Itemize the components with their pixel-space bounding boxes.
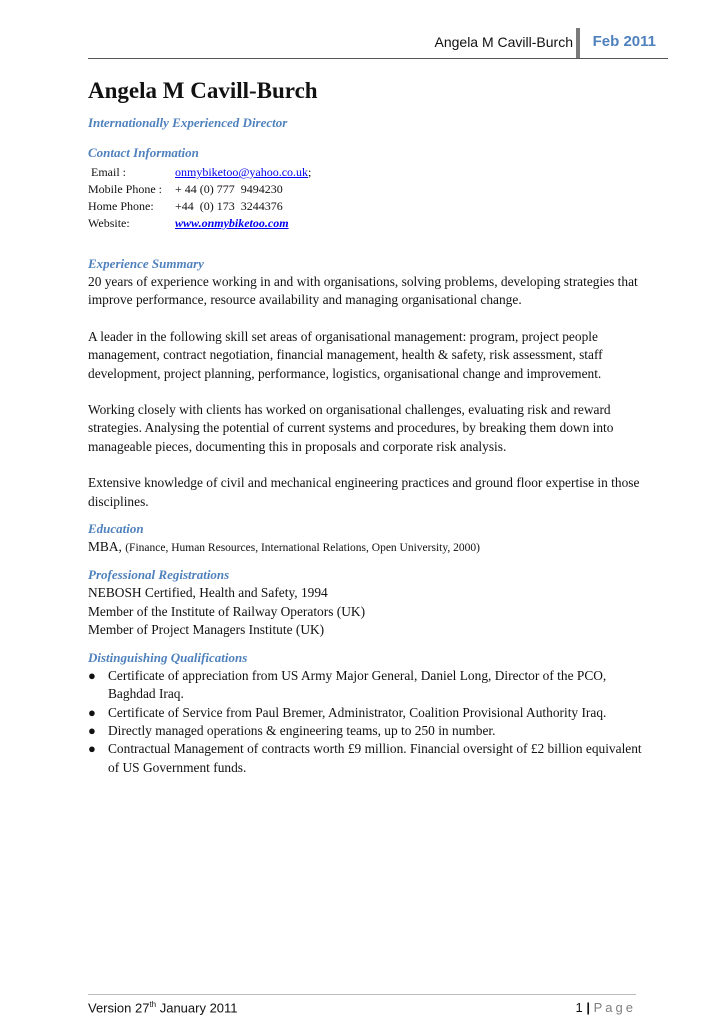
education-line <box>88 538 648 557</box>
registration-item: Member of the Institute of Railway Operators (UK) <box>88 603 366 619</box>
qualifications-list <box>88 667 648 777</box>
bullet-icon: ● <box>88 667 96 683</box>
header-date: Feb 2011 <box>592 33 656 50</box>
registrations-heading: Professional Registrations <box>88 567 230 583</box>
email-label: Email : <box>88 165 126 179</box>
page-header <box>88 28 668 59</box>
list-item <box>88 722 648 740</box>
contact-row-mobile <box>88 181 648 198</box>
qualifications-heading: Distinguishing Qualifications <box>88 649 248 665</box>
list-item <box>88 704 648 722</box>
qualification-text: Certificate of Service from Paul Bremer, Administrator, Coalition Provisional Authority Iraq. <box>108 704 607 720</box>
registration-item: Member of Project Managers Institute (UK) <box>88 622 325 638</box>
experience-paragraph-2: A leader in the following skill set areas of organisational management: program, project people management, contract negotiation, financial management, health & safety, risk assessment, staff development, project planning, performance, logistics, organisational change and improvement. <box>88 328 603 381</box>
education-degree: MBA, <box>88 539 126 555</box>
experience-paragraph-3: Working closely with clients has worked on organisational challenges, evaluating risk and reward strategies. Analysing the potential of current systems and procedures, by breaking them down into manageable pieces, documenting this in proposals and corporate risk analysis. <box>88 402 614 454</box>
bullet-icon: ● <box>88 704 96 720</box>
experience-heading: Experience Summary <box>88 256 204 271</box>
document-subtitle: Internationally Experienced Director <box>88 115 288 130</box>
contact-row-website <box>88 215 648 232</box>
page-number: 1 <box>575 1000 583 1015</box>
qualification-text: Directly managed operations & engineering teams, up to 250 in number. <box>108 722 496 738</box>
bullet-icon: ● <box>88 741 96 757</box>
page-word: Page <box>593 1000 636 1015</box>
version-prefix: Version 27 <box>88 1000 150 1016</box>
page-footer <box>88 994 636 1016</box>
contact-row-email <box>88 164 648 181</box>
list-item <box>88 740 648 777</box>
header-name: Angela M Cavill-Burch <box>434 34 573 50</box>
home-label: Home Phone: <box>88 199 154 213</box>
qualification-text: Contractual Management of contracts worth £9 million. Financial oversight of £2 billion equivalent of US Government funds. <box>108 741 642 775</box>
education-details: (Finance, Human Resources, International Relations, Open University, 2000) <box>125 542 480 555</box>
experience-paragraph-4: Extensive knowledge of civil and mechanical engineering practices and ground floor expertise in those disciplines. <box>88 475 640 509</box>
list-item <box>88 667 648 704</box>
document-body <box>88 76 648 777</box>
footer-page <box>576 1000 636 1015</box>
education-heading: Education <box>88 521 144 537</box>
mobile-value: + 44 (0) 777 9494230 <box>175 182 283 196</box>
mobile-label: Mobile Phone : <box>88 182 162 196</box>
header-divider <box>576 28 580 58</box>
experience-paragraph-1: 20 years of experience working in and with organisations, solving problems, developing strategies that improve performance, resource availability and managing organisational change. <box>88 274 638 308</box>
home-value: +44 (0) 173 3244376 <box>175 199 283 213</box>
qualification-text: Certificate of appreciation from US Army Major General, Daniel Long, Director of the PCO, Baghdad Iraq. <box>108 667 607 702</box>
website-label: Website: <box>88 216 130 230</box>
website-link[interactable]: www.onmybiketoo.com <box>175 216 289 230</box>
registration-item: NEBOSH Certified, Health and Safety, 1994 <box>88 585 328 601</box>
email-suffix: ; <box>308 165 312 179</box>
email-link[interactable]: onmybiketoo@yahoo.co.uk <box>175 165 309 179</box>
footer-version <box>88 1000 238 1015</box>
contact-heading: Contact Information <box>88 145 199 160</box>
bullet-icon: ● <box>88 722 96 738</box>
contact-table <box>88 164 648 232</box>
page-separator: | <box>582 1000 594 1015</box>
document-title: Angela M Cavill-Burch <box>88 78 318 103</box>
version-suffix: January 2011 <box>156 1000 238 1016</box>
contact-row-home <box>88 198 648 215</box>
version-superscript: th <box>149 1000 157 1009</box>
